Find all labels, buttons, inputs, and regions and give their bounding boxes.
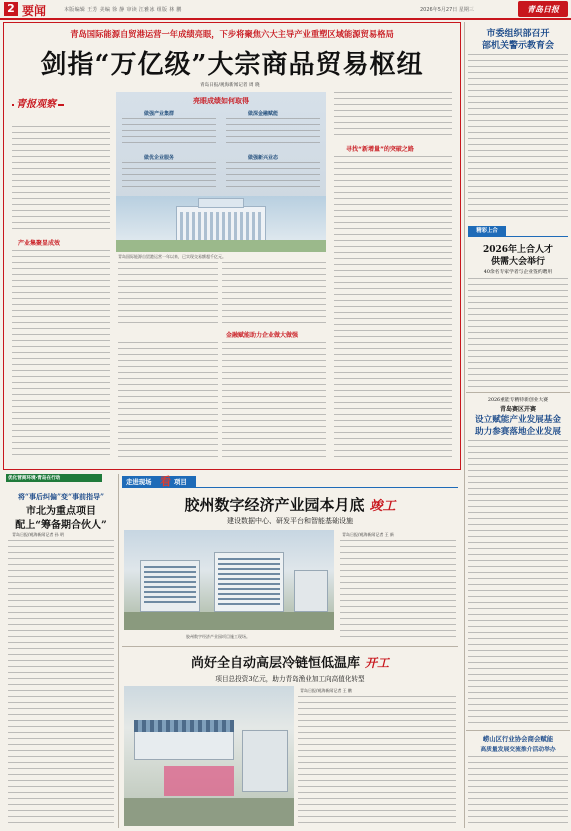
- lead-body-col3: [222, 262, 326, 326]
- left-story-byline: 青岛日报/观海新闻记者 孙 明: [12, 532, 64, 537]
- left-story-headline-1: 将“事后纠偏”变“事前指导”: [17, 492, 105, 501]
- lead-body-col4: [334, 92, 452, 140]
- project-1-headline-row: [122, 494, 458, 516]
- right-story-1-headline-1: 市委组织部召开: [486, 29, 550, 39]
- editor-credits: 本版编辑 王芳 美编 徐 静 审读 江雅冰 组版 林 鹏: [64, 7, 182, 13]
- project-1-headline: 胶州数字经济产业园本月底: [184, 496, 365, 514]
- project-2-stamp: 开工: [365, 656, 390, 670]
- right-divider-2: [466, 730, 570, 731]
- left-story-tag: [6, 474, 102, 490]
- right-story-4-body: [468, 756, 568, 826]
- right-story-2-headline-2: 供需大会举行: [490, 257, 545, 267]
- right-tag: [468, 226, 568, 237]
- right-story-4-headline-2: 高质量发展交流推介活动举办: [480, 747, 556, 753]
- right-story-2-deck: 40余名专家学者与企业签约聘用: [483, 270, 553, 275]
- project-1-body: [340, 540, 456, 642]
- project-2-headline-row: [122, 652, 458, 672]
- column-divider-right: [464, 22, 465, 828]
- panel-item-3-title: 做优企业服务: [144, 155, 175, 161]
- lead-headline: 剑指“万亿级”大宗商品贸易枢纽: [40, 50, 424, 80]
- right-story-4-headline-1: 崂山区行业协会商会赋能: [482, 735, 554, 743]
- page-header: [0, 0, 571, 20]
- project-1-photo: [124, 530, 334, 630]
- project-tag-label: 走进现场: [126, 478, 152, 486]
- building-illustration: [116, 196, 326, 252]
- panel-item-3-text: [122, 162, 216, 190]
- observe-tag: [12, 92, 64, 118]
- left-story-headline-3: 配上“筹备期合伙人”: [15, 520, 107, 531]
- right-story-1-headline-2: 部机关警示教育会: [481, 41, 554, 51]
- right-story-2-body: [468, 278, 568, 388]
- project-tag-highlight: 看: [160, 475, 171, 488]
- panel-item-1-text: [122, 118, 216, 148]
- left-story-body: [8, 540, 114, 826]
- section-name: 要闻: [22, 4, 47, 18]
- newspaper-logo: 青岛日报: [518, 1, 568, 17]
- left-story-tag-label: 优化营商环境·青岛在行动: [8, 476, 61, 481]
- project-1-deck: 建设数据中心、研发平台和智能基础设施: [227, 517, 353, 525]
- right-story-3-body: [468, 440, 568, 726]
- panel-item-4-text: [226, 162, 320, 190]
- right-divider-1: [466, 392, 570, 393]
- panel-item-1-title: 做强产业集群: [144, 111, 175, 117]
- panel-item-2-text: [226, 118, 320, 148]
- project-2-headline: 尚好全自动高层冷链恒低温库: [190, 656, 360, 671]
- lead-body-col2b: [118, 342, 218, 460]
- lead-subhead-2: 金融赋能助力企业做大做强: [226, 332, 299, 339]
- lead-subhead-1: 产业集聚显成效: [18, 240, 61, 247]
- project-tag-end: 项目: [174, 478, 187, 486]
- lead-body-col2: [118, 262, 218, 326]
- project-divider: [122, 646, 458, 647]
- page-number: 2: [4, 2, 18, 16]
- right-story-1-body: [468, 54, 568, 220]
- lead-body-col1b: [12, 250, 110, 460]
- column-divider-left: [118, 474, 119, 828]
- project-1-byline: 青岛日报/观海新闻记者 王 新: [342, 532, 394, 537]
- lead-subhead-3: 寻找“新增量”的突破之路: [346, 146, 414, 153]
- project-2-deck: 项目总投资3亿元，助力青岛渔业加工向高值化转型: [215, 675, 365, 683]
- lead-body-col4b: [334, 156, 452, 460]
- project-1-stamp: 竣工: [369, 499, 396, 514]
- right-story-2-headline-1: 2026年上合人才: [482, 245, 554, 255]
- issue-date: 2026年5月27日 星期三: [420, 7, 474, 13]
- lead-byline: 青岛日报/观海新闻记者 周 晓: [200, 83, 260, 88]
- lead-body-col3b: [222, 342, 326, 460]
- left-story-headline-2: 市北为重点项目: [26, 506, 96, 517]
- right-story-3-headline-2: 设立赋能产业发展基金: [475, 415, 561, 425]
- lead-body-col1: [12, 126, 110, 234]
- right-story-3-headline-3: 助力参赛落地企业发展: [475, 427, 561, 437]
- lead-kicker: 青岛国际能源自贸港运营一年成绩亮眼，下步将聚焦六大主导产业重塑区域能源贸易格局: [70, 29, 394, 39]
- project-2-byline: 青岛日报/观海新闻记者 王 鹏: [300, 688, 352, 693]
- project-1-caption: 胶州数字经济产业园项目施工现场。: [186, 634, 250, 639]
- panel-title: 亮眼成绩如何取得: [193, 97, 249, 105]
- right-story-3-deck: 2026重能专精特新创业大赛: [487, 398, 549, 403]
- panel-item-2-title: 做深金融赋能: [248, 111, 279, 117]
- observe-tag-label: 青报观察: [14, 95, 58, 110]
- panel-item-4-title: 做强新兴业态: [248, 155, 279, 161]
- right-story-3-headline-1: 青岛赛区开赛: [499, 406, 536, 413]
- right-tag-label: 精彩上合: [468, 226, 506, 236]
- project-2-photo: [124, 686, 294, 826]
- lead-photo-caption: 青岛国际能源自贸港运营一年以来，已实现交易额超千亿元。: [118, 254, 226, 259]
- project-2-body: [298, 696, 456, 826]
- project-section-tag: [122, 476, 458, 488]
- achievement-panel: [116, 92, 326, 252]
